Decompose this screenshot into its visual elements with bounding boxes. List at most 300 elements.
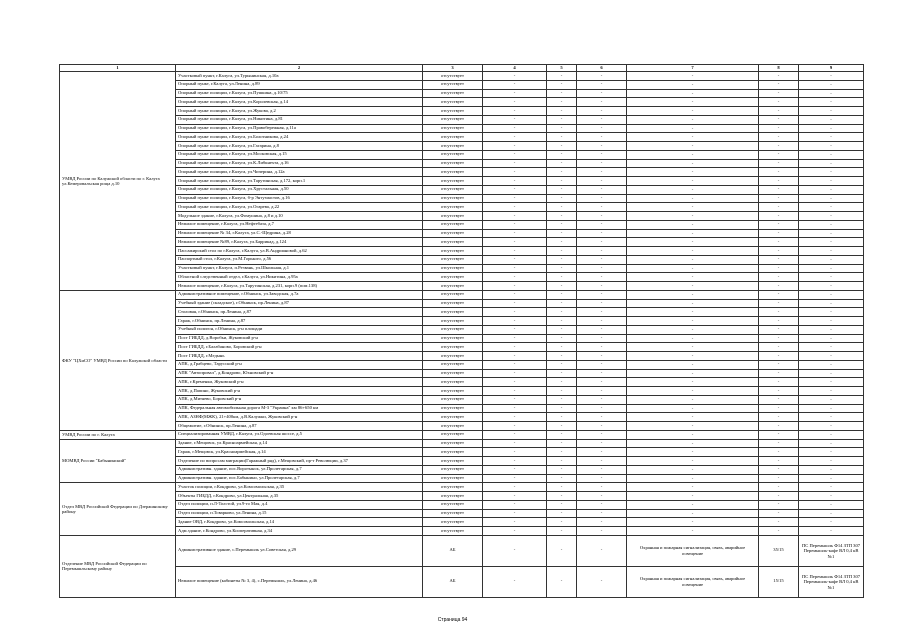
power-source-cell: -: [799, 299, 864, 308]
table-row: [60, 378, 864, 387]
object-address-cell: Учебный полигон, г.Обнинск, р-н площади: [176, 325, 423, 334]
category-cell: отсутствует: [423, 177, 483, 186]
value-cell: -: [483, 334, 547, 343]
value-cell: 15/15: [759, 566, 799, 597]
value-cell: -: [483, 343, 547, 352]
value-cell: -: [577, 159, 627, 168]
value-cell: -: [483, 273, 547, 282]
column-number: 3: [423, 65, 483, 72]
category-cell: отсутствует: [423, 395, 483, 404]
object-address-cell: АПК, д.Папино, Жуковский р-н: [176, 387, 423, 396]
value-cell: -: [759, 527, 799, 536]
table-row: [60, 255, 864, 264]
value-cell: -: [483, 290, 547, 299]
value-cell: -: [759, 352, 799, 361]
table-row: [60, 150, 864, 159]
object-address-cell: Гараж, г.Обнинск, пр.Ленина, д.87: [176, 317, 423, 326]
object-address-cell: Адм.здание, г.Кондрово, ул.Кооперативная, д.34: [176, 527, 423, 536]
systems-cell: -: [627, 317, 759, 326]
category-cell: отсутствует: [423, 378, 483, 387]
value-cell: -: [759, 343, 799, 352]
systems-cell: -: [627, 325, 759, 334]
value-cell: -: [547, 334, 577, 343]
value-cell: -: [547, 238, 577, 247]
table-row: [60, 413, 864, 422]
object-address-cell: Столовая, г.Обнинск, пр.Ленина, д.87: [176, 308, 423, 317]
power-source-cell: -: [799, 159, 864, 168]
value-cell: -: [759, 150, 799, 159]
value-cell: -: [759, 430, 799, 439]
object-address-cell: Нежилое помещение, г.Калуга, ул.Тарутинская, д.231, корп.9 (пом.138): [176, 282, 423, 291]
table-row: [60, 290, 864, 299]
object-address-cell: Пост ГИБДД, г.Медынь: [176, 352, 423, 361]
power-source-cell: -: [799, 203, 864, 212]
object-address-cell: Опорный пункт полиции, г.Калуга, ул.Чичерина, д.12а: [176, 168, 423, 177]
category-cell: отсутствует: [423, 290, 483, 299]
value-cell: -: [759, 474, 799, 483]
value-cell: -: [577, 518, 627, 527]
power-source-cell: -: [799, 220, 864, 229]
power-source-cell: -: [799, 142, 864, 151]
value-cell: -: [547, 290, 577, 299]
value-cell: -: [483, 220, 547, 229]
value-cell: -: [483, 238, 547, 247]
power-source-cell: -: [799, 352, 864, 361]
object-address-cell: Пост ГИБДД, г.Балабаново, Боровский р-н: [176, 343, 423, 352]
value-cell: -: [547, 247, 577, 256]
value-cell: -: [483, 80, 547, 89]
value-cell: -: [483, 282, 547, 291]
table-row: [60, 369, 864, 378]
object-address-cell: Отдел полиции, п.Л-Толстой, ул.9-го Мая, д.4: [176, 500, 423, 509]
table-row: [60, 203, 864, 212]
power-source-cell: -: [799, 334, 864, 343]
value-cell: -: [547, 229, 577, 238]
value-cell: -: [547, 518, 577, 527]
object-address-cell: Опорный пункт полиции, г.Калуга, ул.Жукова, д.2: [176, 107, 423, 116]
systems-cell: Охранная и пожарная сигнализация, связь, аварийное освещение: [627, 566, 759, 597]
value-cell: -: [759, 115, 799, 124]
power-source-cell: -: [799, 500, 864, 509]
value-cell: -: [547, 115, 577, 124]
value-cell: -: [483, 430, 547, 439]
value-cell: -: [547, 308, 577, 317]
value-cell: -: [547, 325, 577, 334]
value-cell: -: [577, 308, 627, 317]
value-cell: -: [483, 535, 547, 566]
value-cell: -: [577, 177, 627, 186]
table-row: [60, 142, 864, 151]
power-source-cell: -: [799, 378, 864, 387]
category-cell: отсутствует: [423, 352, 483, 361]
value-cell: -: [577, 404, 627, 413]
value-cell: -: [577, 439, 627, 448]
value-cell: -: [547, 527, 577, 536]
systems-cell: -: [627, 343, 759, 352]
power-source-cell: -: [799, 212, 864, 221]
value-cell: -: [577, 255, 627, 264]
table-row: [60, 247, 864, 256]
category-cell: отсутствует: [423, 124, 483, 133]
value-cell: -: [547, 72, 577, 81]
value-cell: -: [547, 509, 577, 518]
table-row: [60, 527, 864, 536]
value-cell: -: [577, 369, 627, 378]
power-source-cell: -: [799, 492, 864, 501]
value-cell: -: [759, 89, 799, 98]
column-number: 9: [799, 65, 864, 72]
value-cell: -: [759, 308, 799, 317]
systems-cell: -: [627, 492, 759, 501]
power-source-cell: -: [799, 80, 864, 89]
table-row: [60, 395, 864, 404]
object-address-cell: Модульное здание, г.Калуга, ул.Фомушина, д.8 и д.10: [176, 212, 423, 221]
power-source-cell: -: [799, 404, 864, 413]
value-cell: -: [483, 203, 547, 212]
systems-cell: -: [627, 247, 759, 256]
category-cell: отсутствует: [423, 299, 483, 308]
category-cell: отсутствует: [423, 72, 483, 81]
table-row: [60, 299, 864, 308]
value-cell: -: [483, 566, 547, 597]
power-source-cell: -: [799, 124, 864, 133]
value-cell: -: [483, 439, 547, 448]
category-cell: отсутствует: [423, 518, 483, 527]
power-source-cell: -: [799, 89, 864, 98]
value-cell: -: [577, 360, 627, 369]
value-cell: -: [547, 194, 577, 203]
systems-cell: -: [627, 422, 759, 431]
systems-cell: -: [627, 150, 759, 159]
systems-cell: -: [627, 509, 759, 518]
value-cell: -: [547, 360, 577, 369]
power-source-cell: -: [799, 185, 864, 194]
table-row: [60, 72, 864, 81]
object-address-cell: Опорный пункт полиции, г.Калуга, ул.Правобережная, д.11а: [176, 124, 423, 133]
power-source-cell: -: [799, 465, 864, 474]
value-cell: -: [759, 395, 799, 404]
value-cell: -: [483, 317, 547, 326]
category-cell: отсутствует: [423, 150, 483, 159]
object-address-cell: Областной следственный отдел, г.Калуга, ул.Никитина, д.95а: [176, 273, 423, 282]
value-cell: -: [759, 212, 799, 221]
category-cell: отсутствует: [423, 168, 483, 177]
category-cell: отсутствует: [423, 255, 483, 264]
value-cell: -: [577, 115, 627, 124]
table-row: [60, 387, 864, 396]
value-cell: -: [483, 299, 547, 308]
value-cell: -: [759, 107, 799, 116]
table-row: [60, 273, 864, 282]
value-cell: -: [547, 150, 577, 159]
power-source-cell: -: [799, 264, 864, 273]
value-cell: -: [577, 220, 627, 229]
value-cell: -: [547, 168, 577, 177]
category-cell: отсутствует: [423, 115, 483, 124]
value-cell: -: [483, 212, 547, 221]
value-cell: -: [547, 465, 577, 474]
value-cell: -: [547, 203, 577, 212]
value-cell: -: [577, 430, 627, 439]
table-row: [60, 422, 864, 431]
category-cell: отсутствует: [423, 387, 483, 396]
value-cell: -: [759, 334, 799, 343]
systems-cell: -: [627, 299, 759, 308]
table-row: [60, 317, 864, 326]
object-address-cell: Административн. здание, пос.Воротынск, ул.Пролетарская, д.7: [176, 465, 423, 474]
systems-cell: -: [627, 352, 759, 361]
table-row: [60, 80, 864, 89]
value-cell: -: [547, 220, 577, 229]
table-row: [60, 518, 864, 527]
object-address-cell: Нежилое помещение, г.Калуга, ул.Нефтебаза, д.7: [176, 220, 423, 229]
value-cell: -: [577, 457, 627, 466]
value-cell: -: [577, 98, 627, 107]
systems-cell: -: [627, 334, 759, 343]
value-cell: -: [759, 325, 799, 334]
systems-cell: -: [627, 194, 759, 203]
object-address-cell: Нежилое помещение (кабинеты № 3, 4), с.Перемышль, ул.Ленина, д.46: [176, 566, 423, 597]
value-cell: -: [483, 483, 547, 492]
power-source-cell: -: [799, 115, 864, 124]
object-address-cell: АПК "Автопровал", д.Кондрово, Юхновский р-н: [176, 369, 423, 378]
organization-cell: Отдел МВД Российской Федерации по Дзержинскому району: [60, 483, 176, 536]
value-cell: -: [759, 185, 799, 194]
table-row: [60, 133, 864, 142]
organization-cell: ФКУ "ЦХиСО" УМВД России по Калужской области: [60, 290, 176, 430]
value-cell: -: [759, 72, 799, 81]
category-cell: отсутствует: [423, 404, 483, 413]
value-cell: -: [483, 404, 547, 413]
systems-cell: -: [627, 273, 759, 282]
value-cell: -: [547, 80, 577, 89]
value-cell: -: [483, 229, 547, 238]
value-cell: -: [547, 492, 577, 501]
value-cell: -: [547, 255, 577, 264]
systems-cell: -: [627, 107, 759, 116]
value-cell: -: [759, 439, 799, 448]
systems-cell: -: [627, 448, 759, 457]
table-row: [60, 229, 864, 238]
table-row: [60, 177, 864, 186]
value-cell: -: [759, 422, 799, 431]
table-row: [60, 465, 864, 474]
value-cell: -: [547, 457, 577, 466]
value-cell: -: [577, 124, 627, 133]
power-source-cell: -: [799, 413, 864, 422]
object-address-cell: Опорный пункт полиции, г.Калуга, ул.Болотникова, д.24: [176, 133, 423, 142]
value-cell: -: [759, 290, 799, 299]
value-cell: -: [547, 500, 577, 509]
value-cell: -: [547, 483, 577, 492]
power-source-cell: -: [799, 150, 864, 159]
category-cell: отсутствует: [423, 229, 483, 238]
object-address-cell: Объекты ГИБДД, г.Кондрово, ул.Центральная, д.35: [176, 492, 423, 501]
category-cell: отсутствует: [423, 220, 483, 229]
category-cell: отсутствует: [423, 448, 483, 457]
systems-cell: -: [627, 308, 759, 317]
systems-cell: -: [627, 527, 759, 536]
category-cell: отсутствует: [423, 465, 483, 474]
value-cell: -: [577, 168, 627, 177]
systems-cell: -: [627, 457, 759, 466]
value-cell: -: [547, 107, 577, 116]
category-cell: отсутствует: [423, 509, 483, 518]
value-cell: -: [483, 474, 547, 483]
systems-cell: -: [627, 212, 759, 221]
category-cell: отсутствует: [423, 247, 483, 256]
value-cell: -: [483, 395, 547, 404]
value-cell: -: [483, 465, 547, 474]
table-row: [60, 509, 864, 518]
organization-cell: УМВД России по Калужской области по г. Калуга ул.Кемеровальская роща д.10: [60, 72, 176, 291]
value-cell: -: [547, 430, 577, 439]
systems-cell: -: [627, 439, 759, 448]
category-cell: отсутствует: [423, 185, 483, 194]
object-address-cell: Административн. здание, пос.Бабынино, ул.Пролетарская, д.7: [176, 474, 423, 483]
object-address-cell: Опорный пункт полиции, г.Калуга, ул.К.Либкнехта, д.16: [176, 159, 423, 168]
value-cell: -: [483, 142, 547, 151]
table-row: [60, 238, 864, 247]
value-cell: -: [759, 124, 799, 133]
table-row: [60, 343, 864, 352]
object-address-cell: Опорный пункт, г.Калуга, ул.Ленина, д.89: [176, 80, 423, 89]
category-cell: отсутствует: [423, 439, 483, 448]
value-cell: -: [759, 518, 799, 527]
value-cell: -: [547, 378, 577, 387]
category-cell: отсутствует: [423, 308, 483, 317]
value-cell: -: [483, 500, 547, 509]
value-cell: 35/15: [759, 535, 799, 566]
value-cell: -: [547, 439, 577, 448]
table-row: [60, 185, 864, 194]
value-cell: -: [547, 159, 577, 168]
column-number: 4: [483, 65, 547, 72]
table-row: [60, 168, 864, 177]
table-row: [60, 334, 864, 343]
table-row: [60, 282, 864, 291]
table-row: [60, 448, 864, 457]
table-row: [60, 159, 864, 168]
object-address-cell: Опорный пункт полиции, г.Калуга, ул.Тарутинская, д.172, корп.1: [176, 177, 423, 186]
category-cell: отсутствует: [423, 317, 483, 326]
column-number: 5: [547, 65, 577, 72]
object-address-cell: Опорный пункт полиции, г.Калуга, ул.Королевская, д.14: [176, 98, 423, 107]
object-address-cell: АПК, д.Митяево, Боровский р-н: [176, 395, 423, 404]
column-number: 7: [627, 65, 759, 72]
category-cell: отсутствует: [423, 203, 483, 212]
value-cell: -: [483, 413, 547, 422]
value-cell: -: [577, 247, 627, 256]
systems-cell: -: [627, 465, 759, 474]
value-cell: -: [759, 264, 799, 273]
value-cell: -: [759, 142, 799, 151]
value-cell: -: [759, 238, 799, 247]
object-address-cell: Общежитие, г.Обнинск, пр.Ленина, д.87: [176, 422, 423, 431]
table-row: [60, 457, 864, 466]
systems-cell: -: [627, 255, 759, 264]
objects-table: [59, 64, 864, 598]
systems-cell: -: [627, 369, 759, 378]
value-cell: -: [759, 317, 799, 326]
category-cell: отсутствует: [423, 325, 483, 334]
category-cell: отсутствует: [423, 360, 483, 369]
value-cell: -: [759, 457, 799, 466]
value-cell: -: [577, 273, 627, 282]
column-number: 2: [176, 65, 423, 72]
value-cell: -: [483, 255, 547, 264]
value-cell: -: [577, 325, 627, 334]
value-cell: -: [483, 378, 547, 387]
value-cell: -: [483, 527, 547, 536]
value-cell: -: [547, 352, 577, 361]
systems-cell: -: [627, 203, 759, 212]
value-cell: -: [483, 369, 547, 378]
power-source-cell: -: [799, 72, 864, 81]
value-cell: -: [483, 352, 547, 361]
value-cell: -: [577, 229, 627, 238]
value-cell: -: [577, 150, 627, 159]
value-cell: -: [759, 273, 799, 282]
table-row: [60, 404, 864, 413]
value-cell: -: [483, 518, 547, 527]
systems-cell: -: [627, 518, 759, 527]
power-source-cell: -: [799, 282, 864, 291]
object-address-cell: Опорный пункт полиции, г.Калуга, ул.Никитина, д.81: [176, 115, 423, 124]
value-cell: -: [759, 483, 799, 492]
value-cell: -: [483, 124, 547, 133]
object-address-cell: Участковый пункт, г.Калуга, п.Резвань, ул.Школьная, д.1: [176, 264, 423, 273]
category-cell: отсутствует: [423, 89, 483, 98]
value-cell: -: [547, 413, 577, 422]
systems-cell: -: [627, 378, 759, 387]
value-cell: -: [577, 194, 627, 203]
value-cell: -: [577, 212, 627, 221]
value-cell: -: [577, 317, 627, 326]
category-cell: отсутствует: [423, 334, 483, 343]
object-address-cell: Участковый пункт, г.Калуга, ул.Турынинская, д.10а: [176, 72, 423, 81]
systems-cell: -: [627, 133, 759, 142]
category-cell: отсутствует: [423, 527, 483, 536]
object-address-cell: Отдел полиции, п.Товарково, ул.Ленина, д.15: [176, 509, 423, 518]
value-cell: -: [483, 107, 547, 116]
object-address-cell: Опорный пункт полиции, г.Калуга, ул.Гагарина, д.8: [176, 142, 423, 151]
systems-cell: -: [627, 264, 759, 273]
value-cell: -: [577, 282, 627, 291]
column-number: 6: [577, 65, 627, 72]
value-cell: -: [547, 282, 577, 291]
value-cell: -: [483, 509, 547, 518]
value-cell: -: [759, 80, 799, 89]
systems-cell: -: [627, 142, 759, 151]
object-address-cell: Опорный пункт полиции, г.Калуга, ул.Пушкина, д.10/75: [176, 89, 423, 98]
value-cell: -: [759, 448, 799, 457]
power-source-cell: -: [799, 325, 864, 334]
value-cell: -: [577, 527, 627, 536]
category-cell: отсутствует: [423, 142, 483, 151]
category-cell: отсутствует: [423, 430, 483, 439]
value-cell: -: [547, 343, 577, 352]
table-row: [60, 89, 864, 98]
value-cell: -: [483, 168, 547, 177]
category-cell: отсутствует: [423, 159, 483, 168]
object-address-cell: Опорный пункт полиции, г.Калуга, ул.Московская, д.15: [176, 150, 423, 159]
value-cell: -: [577, 378, 627, 387]
value-cell: -: [577, 334, 627, 343]
value-cell: -: [547, 369, 577, 378]
value-cell: -: [483, 194, 547, 203]
value-cell: -: [547, 124, 577, 133]
